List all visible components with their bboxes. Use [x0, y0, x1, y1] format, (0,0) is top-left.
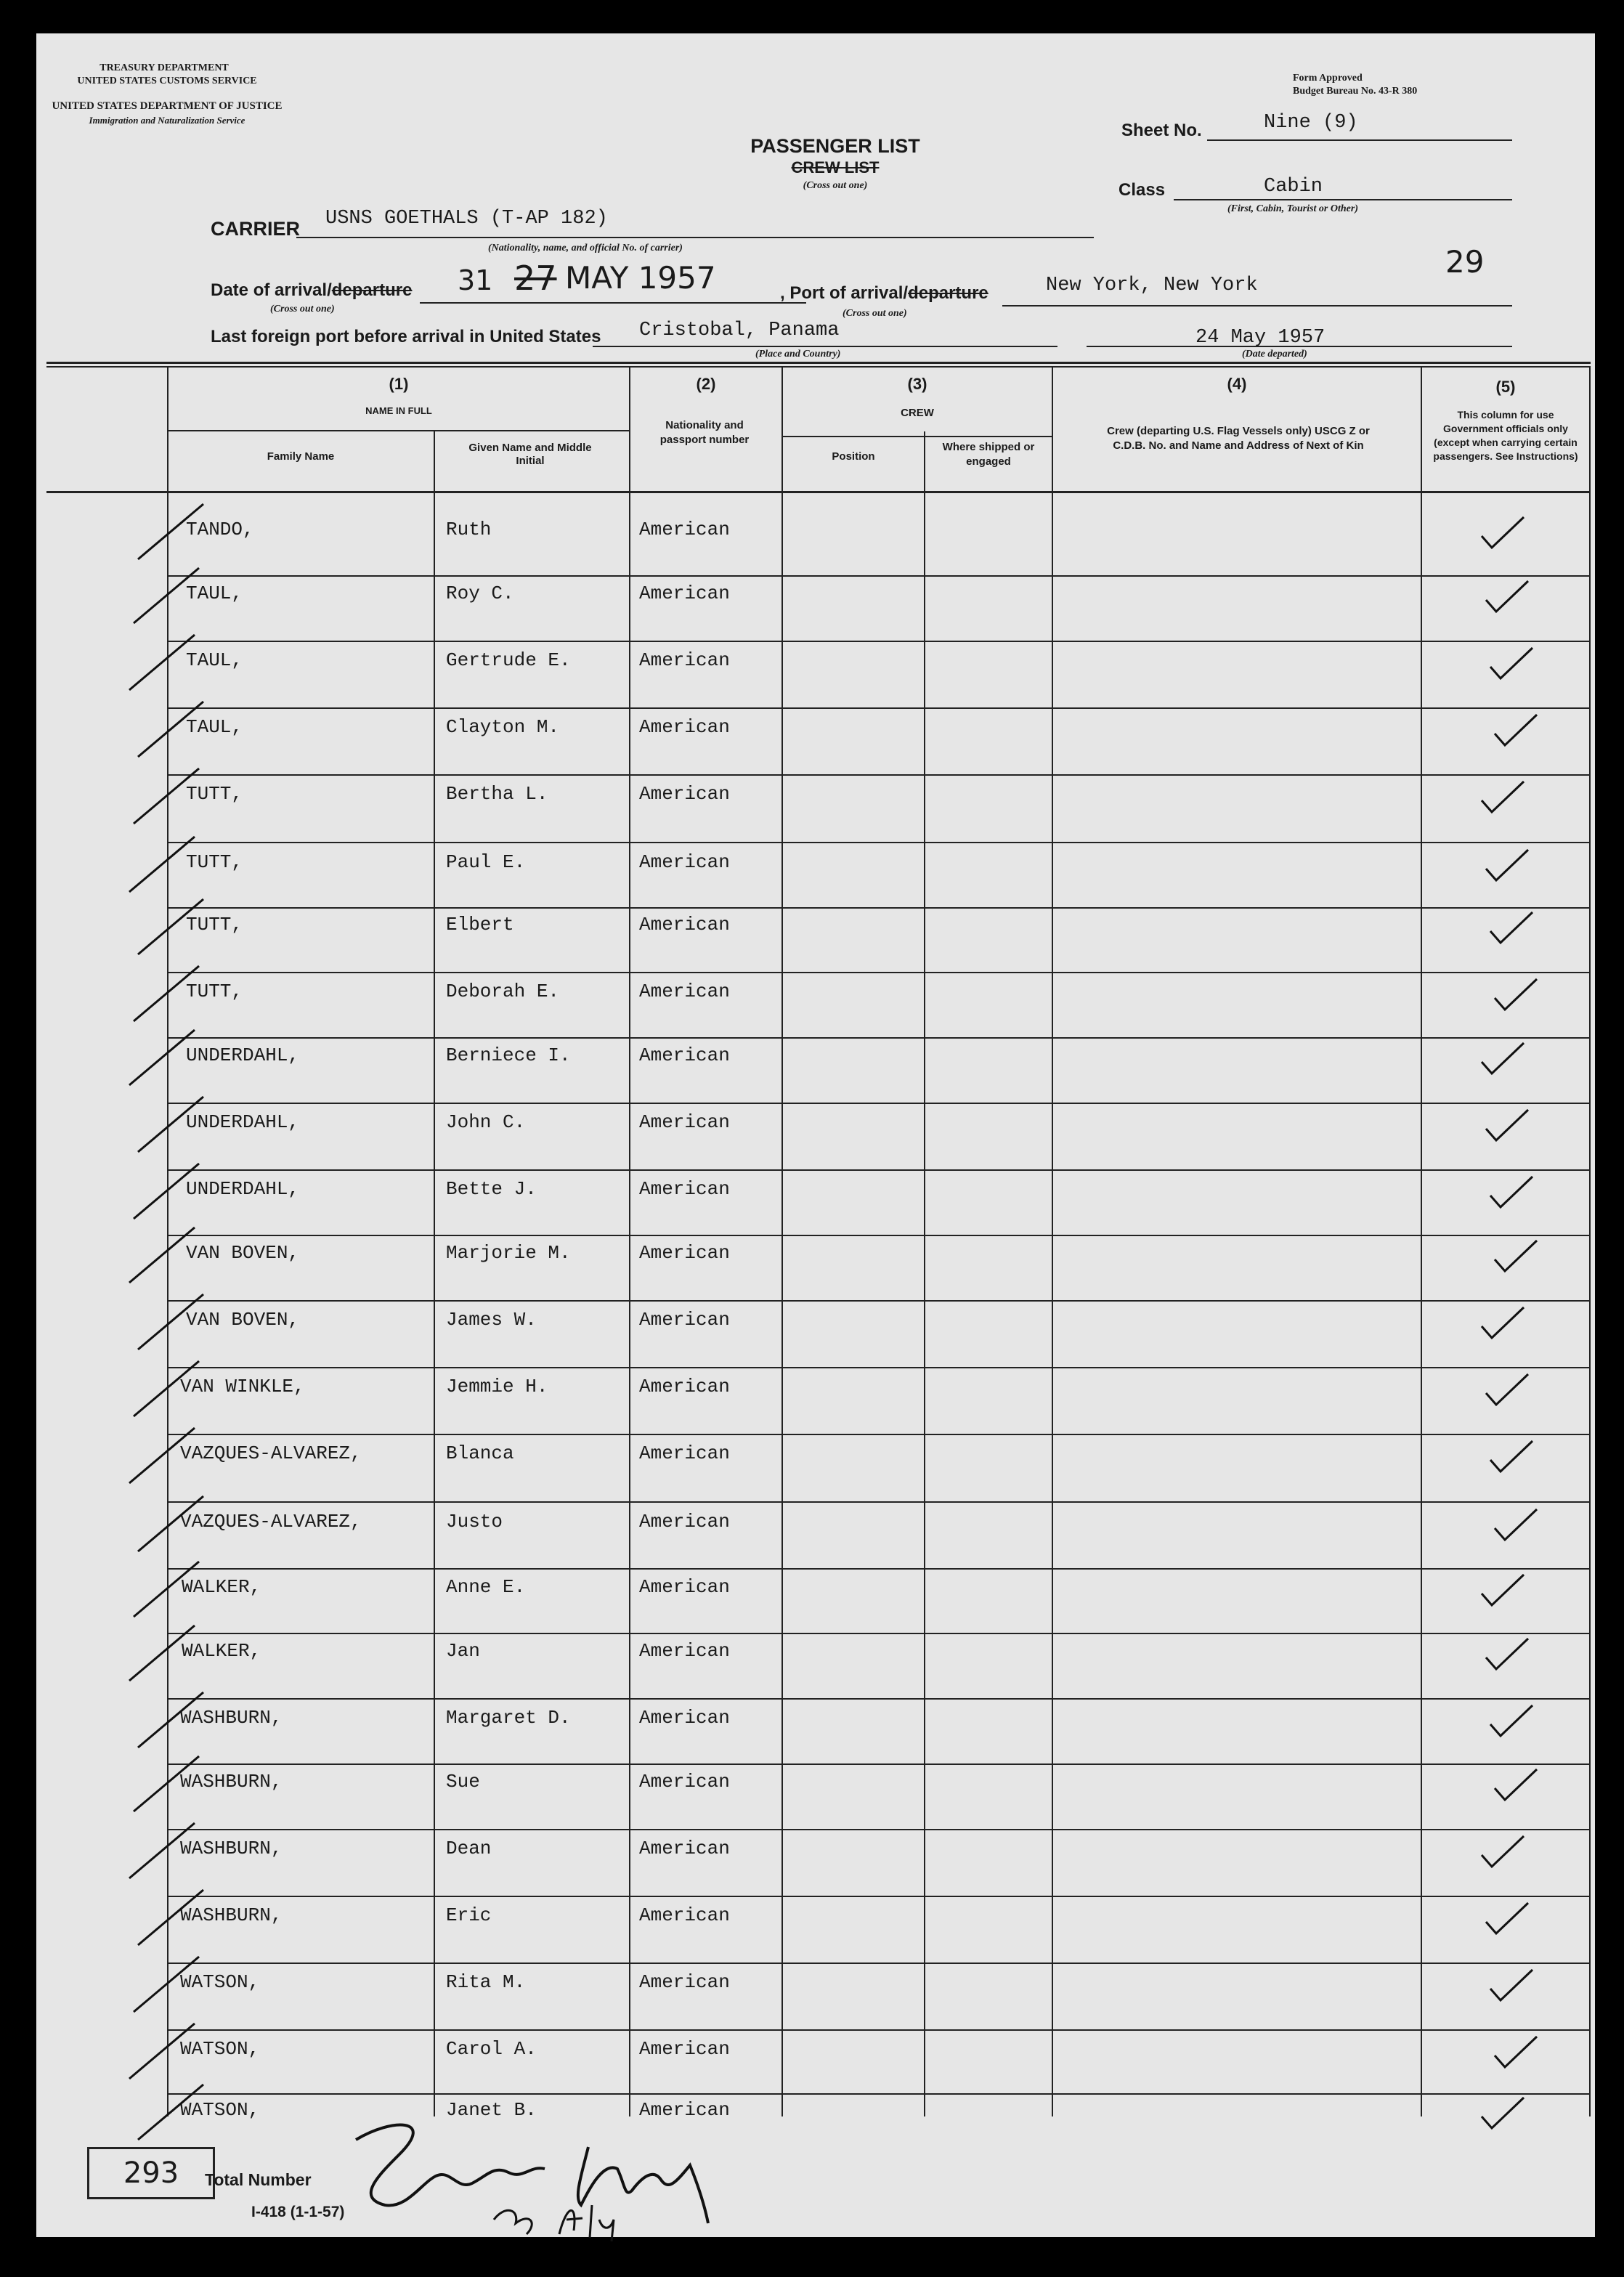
- nationality: American: [639, 1838, 730, 1859]
- row-slash-mark: [134, 1164, 199, 1219]
- given-name: Elbert: [446, 914, 514, 935]
- check-mark: [1482, 517, 1524, 548]
- col4-number: (4): [1227, 375, 1247, 393]
- given-name: Clayton M.: [446, 716, 560, 738]
- given-name: Anne E.: [446, 1576, 526, 1598]
- given-name: Rita M.: [446, 1971, 526, 1993]
- nationality: American: [639, 1178, 730, 1200]
- col5-title: This column for use Government officials only (except when carrying certain passengers. See Instructions): [1433, 409, 1578, 462]
- handwritten-marks: [36, 33, 1595, 2237]
- date-departed-value: 24 May 1957: [1195, 327, 1325, 349]
- col2-number: (2): [696, 375, 716, 393]
- port-note: (Cross out one): [843, 308, 907, 319]
- check-mark: [1495, 1241, 1537, 1271]
- given-name: James W.: [446, 1309, 537, 1331]
- form-number: I-418 (1-1-57): [251, 2204, 345, 2220]
- given-name: Gertrude E.: [446, 649, 571, 671]
- row-slash-mark: [138, 1890, 203, 1945]
- given-name: Justo: [446, 1511, 503, 1533]
- date-departed-note: (Date departed): [1242, 349, 1307, 360]
- last-port-value: Cristobal, Panama: [639, 320, 840, 341]
- given-name: Margaret D.: [446, 1707, 571, 1729]
- nationality: American: [639, 1576, 730, 1598]
- form-approved-line-2: Budget Bureau No. 43-R 380: [1293, 86, 1418, 97]
- nationality: American: [639, 1511, 730, 1533]
- check-mark: [1486, 1110, 1528, 1140]
- row-slash-mark: [129, 2024, 195, 2079]
- carrier-note: (Nationality, name, and official No. of carrier): [488, 243, 683, 253]
- check-mark: [1490, 1441, 1532, 1472]
- row-slash-mark: [134, 1361, 199, 1416]
- row-slash-mark: [138, 899, 203, 954]
- col1-number: (1): [389, 375, 409, 393]
- nationality: American: [639, 1309, 730, 1331]
- row-slash-mark: [134, 1957, 199, 2012]
- col3-number: (3): [907, 375, 927, 393]
- family-name: TAUL,: [186, 583, 243, 604]
- family-name: WASHBURN,: [180, 1904, 283, 1926]
- given-name: Paul E.: [446, 851, 526, 873]
- check-mark: [1495, 1769, 1537, 1800]
- nationality: American: [639, 851, 730, 873]
- cross-out-note: (Cross out one): [803, 180, 868, 191]
- crossed-crew-list: CREW LIST: [791, 158, 880, 176]
- page-number: 29: [1445, 244, 1485, 280]
- row-slash-mark: [129, 635, 195, 690]
- col1-given-header: Given Name and Middle Initial: [468, 442, 592, 467]
- check-mark: [1490, 1970, 1532, 2000]
- col3-where-header: Where shipped or engaged: [942, 441, 1035, 468]
- family-name: WATSON,: [180, 2038, 260, 2060]
- row-slash-mark: [138, 1097, 203, 1152]
- col1-title: NAME IN FULL: [365, 405, 432, 416]
- officer-signature-image: [312, 2096, 821, 2241]
- col5-number: (5): [1495, 378, 1516, 396]
- nationality: American: [639, 1111, 730, 1133]
- agency-line-1: TREASURY DEPARTMENT: [100, 62, 229, 73]
- row-slash-mark: [129, 1030, 195, 1085]
- check-mark: [1482, 1836, 1524, 1867]
- nationality: American: [639, 1376, 730, 1397]
- row-slash-mark: [129, 1823, 195, 1878]
- check-mark: [1482, 2098, 1524, 2128]
- family-name: WASHBURN,: [180, 1707, 283, 1729]
- col3-position-header: Position: [832, 450, 875, 463]
- check-mark: [1495, 979, 1537, 1010]
- class-value: Cabin: [1264, 176, 1323, 198]
- family-name: WATSON,: [180, 2099, 260, 2121]
- family-name: WALKER,: [182, 1576, 261, 1598]
- arrival-day-handwritten: 31: [458, 264, 493, 296]
- nationality: American: [639, 1971, 730, 1993]
- row-slash-mark: [134, 1756, 199, 1811]
- arrival-day-struck: 27: [514, 259, 557, 298]
- given-name: Carol A.: [446, 2038, 537, 2060]
- check-mark: [1486, 1639, 1528, 1669]
- port-comma: ,: [780, 283, 790, 303]
- row-slash-mark: [138, 1496, 203, 1551]
- family-name: WALKER,: [182, 1640, 261, 1662]
- family-name: UNDERDAHL,: [186, 1178, 300, 1200]
- count-box: [87, 2147, 215, 2199]
- total-number-label: Total Number: [205, 2170, 312, 2189]
- nationality: American: [639, 981, 730, 1002]
- family-name: TUTT,: [186, 783, 243, 805]
- port-label-struck: departure: [908, 283, 988, 303]
- check-mark: [1490, 648, 1532, 678]
- row-slash-mark: [138, 2085, 203, 2140]
- nationality: American: [639, 649, 730, 671]
- check-mark: [1482, 1043, 1524, 1073]
- nationality: American: [639, 783, 730, 805]
- form-approved-line-1: Form Approved: [1293, 73, 1363, 84]
- given-name: Dean: [446, 1838, 492, 1859]
- row-slash-mark: [138, 1692, 203, 1748]
- family-name: TUTT,: [186, 981, 243, 1002]
- col1-family-header: Family Name: [267, 450, 335, 463]
- sheet-value: Nine (9): [1264, 112, 1358, 134]
- given-name: Sue: [446, 1771, 480, 1793]
- check-mark: [1490, 1705, 1532, 1736]
- row-slash-mark: [138, 1294, 203, 1349]
- arrival-note: (Cross out one): [270, 304, 335, 314]
- nationality: American: [639, 2038, 730, 2060]
- family-name: TAUL,: [186, 716, 243, 738]
- count-box-value: 293: [123, 2156, 179, 2190]
- col2-title: Nationality and passport number: [659, 419, 750, 446]
- given-name: Bertha L.: [446, 783, 548, 805]
- given-name: Bette J.: [446, 1178, 537, 1200]
- given-name: Janet B.: [446, 2099, 537, 2121]
- family-name: UNDERDAHL,: [186, 1044, 300, 1066]
- given-name: Blanca: [446, 1442, 514, 1464]
- row-slash-mark: [134, 1562, 199, 1617]
- nationality: American: [639, 1640, 730, 1662]
- sheet-label: Sheet No.: [1121, 121, 1202, 140]
- nationality: American: [639, 1242, 730, 1264]
- nationality: American: [639, 1044, 730, 1066]
- family-name: TAUL,: [186, 649, 243, 671]
- port-label-a: Port of arrival/: [789, 283, 909, 303]
- row-slash-mark: [129, 837, 195, 892]
- family-name: VAZQUES-ALVAREZ,: [180, 1442, 362, 1464]
- class-note: (First, Cabin, Tourist or Other): [1227, 203, 1358, 214]
- row-slash-mark: [129, 1227, 195, 1283]
- nationality: American: [639, 519, 730, 540]
- arrival-label-struck: departure: [331, 280, 413, 300]
- check-mark: [1490, 1177, 1532, 1207]
- family-name: WATSON,: [180, 1971, 260, 1993]
- check-mark: [1486, 1374, 1528, 1405]
- nationality: American: [639, 1442, 730, 1464]
- family-name: WASHBURN,: [180, 1838, 283, 1859]
- check-mark: [1495, 2037, 1537, 2067]
- given-name: Roy C.: [446, 583, 514, 604]
- agency-line-4: Immigration and Naturalization Service: [89, 115, 245, 126]
- given-name: John C.: [446, 1111, 526, 1133]
- row-slash-mark: [129, 1428, 195, 1483]
- row-slash-mark: [134, 768, 199, 824]
- check-mark: [1495, 715, 1537, 745]
- col3-title: CREW: [901, 407, 934, 419]
- nationality: American: [639, 2099, 730, 2121]
- row-slash-mark: [129, 1625, 195, 1681]
- page-title: PASSENGER LIST: [750, 135, 920, 157]
- family-name: TUTT,: [186, 914, 243, 935]
- check-mark: [1490, 912, 1532, 943]
- family-name: VAN BOVEN,: [186, 1242, 300, 1264]
- family-name: TUTT,: [186, 851, 243, 873]
- row-slash-mark: [134, 568, 199, 623]
- given-name: Deborah E.: [446, 981, 560, 1002]
- given-name: Ruth: [446, 519, 492, 540]
- nationality: American: [639, 583, 730, 604]
- nationality: American: [639, 914, 730, 935]
- family-name: UNDERDAHL,: [186, 1111, 300, 1133]
- col4-title: Crew (departing U.S. Flag Vessels only) USCG Z or C.D.B. No. and Name and Address of Next of Kin: [1107, 425, 1370, 452]
- nationality: American: [639, 1707, 730, 1729]
- last-port-note: (Place and Country): [755, 349, 841, 360]
- last-port-label: Last foreign port before arrival in United States: [211, 327, 601, 346]
- check-mark: [1482, 782, 1524, 812]
- check-mark: [1486, 850, 1528, 880]
- family-name: TANDO,: [186, 519, 254, 540]
- carrier-label: CARRIER: [211, 218, 301, 240]
- check-mark: [1486, 581, 1528, 612]
- class-label: Class: [1118, 180, 1166, 200]
- family-name: VAZQUES-ALVAREZ,: [180, 1511, 362, 1533]
- given-name: Berniece I.: [446, 1044, 571, 1066]
- nationality: American: [639, 716, 730, 738]
- check-mark: [1482, 1575, 1524, 1605]
- given-name: Jemmie H.: [446, 1376, 548, 1397]
- check-mark: [1486, 1903, 1528, 1933]
- check-mark: [1495, 1509, 1537, 1540]
- family-name: VAN BOVEN,: [186, 1309, 300, 1331]
- passenger-list-form: [36, 33, 1595, 2237]
- check-mark: [1482, 1307, 1524, 1338]
- given-name: Eric: [446, 1904, 492, 1926]
- agency-line-3: UNITED STATES DEPARTMENT OF JUSTICE: [52, 100, 283, 112]
- nationality: American: [639, 1771, 730, 1793]
- row-slash-mark: [138, 504, 203, 559]
- port-value: New York, New York: [1046, 275, 1258, 296]
- arrival-month-year: MAY 1957: [565, 260, 716, 296]
- row-slash-mark: [138, 702, 203, 757]
- given-name: Marjorie M.: [446, 1242, 571, 1264]
- family-name: WASHBURN,: [180, 1771, 283, 1793]
- carrier-value: USNS GOETHALS (T-AP 182): [325, 208, 608, 230]
- arrival-label-a: Date of arrival/: [211, 280, 332, 300]
- given-name: Jan: [446, 1640, 480, 1662]
- row-slash-mark: [134, 966, 199, 1021]
- family-name: VAN WINKLE,: [180, 1376, 305, 1397]
- agency-line-2: UNITED STATES CUSTOMS SERVICE: [77, 76, 257, 86]
- nationality: American: [639, 1904, 730, 1926]
